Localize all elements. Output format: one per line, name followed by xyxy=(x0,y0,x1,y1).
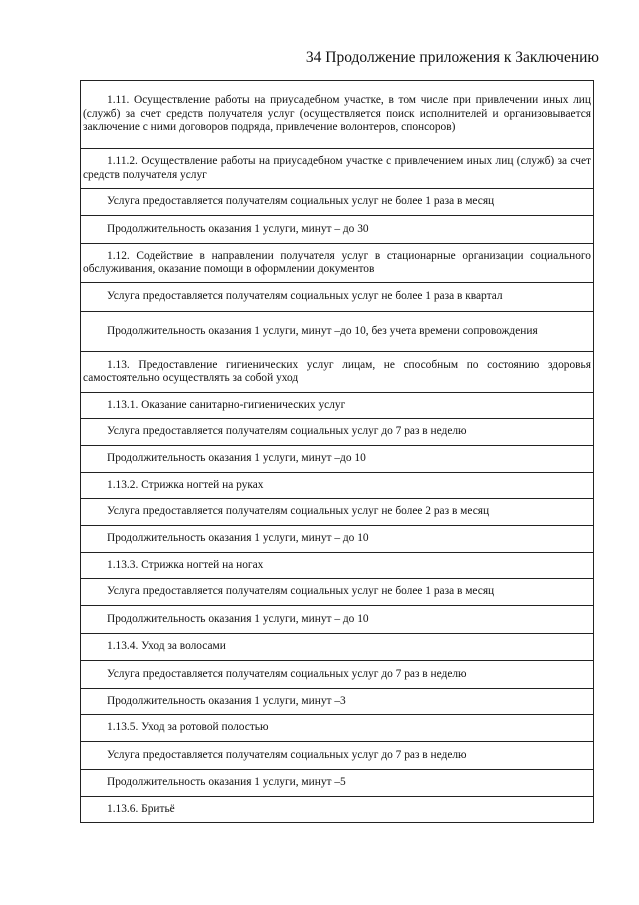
table-row xyxy=(81,715,594,742)
table-row xyxy=(81,526,594,553)
table-row xyxy=(81,797,594,823)
table-row xyxy=(81,553,594,579)
table-row xyxy=(81,661,594,689)
table-cell: 1.13. Предоставление гигиенических услуг лицам, не способным по состоянию здоровья самостоятельно осуществлять за собой уход xyxy=(81,352,594,393)
table-row xyxy=(81,81,594,149)
table-row xyxy=(81,579,594,606)
table-cell: 1.13.4. Уход за волосами xyxy=(81,634,594,661)
table-cell: Услуга предоставляется получателям социальных услуг не более 2 раз в месяц xyxy=(81,499,594,526)
table-cell: Продолжительность оказания 1 услуги, минут –до 10 xyxy=(81,446,594,473)
table-cell: Продолжительность оказания 1 услуги, минут –до 10, без учета времени сопровождения xyxy=(81,312,594,352)
table-cell: Услуга предоставляется получателям социальных услуг не более 1 раза в месяц xyxy=(81,579,594,606)
table-cell: 1.11. Осуществление работы на приусадебном участке, в том числе при привлечении иных лиц (служб) за счет средств получателя услуг (осуществляется поиск исполнителей и организовывается заключение с ними договоров подряда, привлечение волонтеров, спонсоров) xyxy=(81,81,594,149)
table-cell: Продолжительность оказания 1 услуги, минут – до 30 xyxy=(81,216,594,244)
table-row xyxy=(81,606,594,634)
table-row xyxy=(81,634,594,661)
table-cell: Продолжительность оказания 1 услуги, минут – до 10 xyxy=(81,606,594,634)
table-cell: 1.13.1. Оказание санитарно-гигиенических услуг xyxy=(81,393,594,419)
table-row xyxy=(81,393,594,419)
table-row xyxy=(81,770,594,797)
table-cell: 1.11.2. Осуществление работы на приусадебном участке с привлечением иных лиц (служб) за счет средств получателя услуг xyxy=(81,149,594,189)
table-row xyxy=(81,352,594,393)
table-cell: Продолжительность оказания 1 услуги, минут –5 xyxy=(81,770,594,797)
table-cell: Продолжительность оказания 1 услуги, минут – до 10 xyxy=(81,526,594,553)
table-cell: 1.13.3. Стрижка ногтей на ногах xyxy=(81,553,594,579)
table-cell: Услуга предоставляется получателям социальных услуг не более 1 раза в месяц xyxy=(81,189,594,216)
table-row xyxy=(81,189,594,216)
table-cell: 1.13.2. Стрижка ногтей на руках xyxy=(81,473,594,499)
table-row xyxy=(81,283,594,312)
table-cell: 1.12. Содействие в направлении получателя услуг в стационарные организации социального обслуживания, оказание помощи в оформлении документов xyxy=(81,244,594,283)
table-row xyxy=(81,499,594,526)
table-row xyxy=(81,473,594,499)
table-cell: 1.13.6. Бритьё xyxy=(81,797,594,823)
table-row xyxy=(81,312,594,352)
table-cell: Услуга предоставляется получателям социальных услуг до 7 раз в неделю xyxy=(81,742,594,770)
table-row xyxy=(81,216,594,244)
services-table xyxy=(80,80,594,823)
table-cell: 1.13.5. Уход за ротовой полостью xyxy=(81,715,594,742)
table-row xyxy=(81,689,594,715)
table-row xyxy=(81,742,594,770)
table-cell: Продолжительность оказания 1 услуги, минут –3 xyxy=(81,689,594,715)
table-row xyxy=(81,419,594,446)
page-header: 34 Продолжение приложения к Заключению xyxy=(305,49,599,66)
table-row xyxy=(81,149,594,189)
table-row xyxy=(81,244,594,283)
table-cell: Услуга предоставляется получателям социальных услуг не более 1 раза в квартал xyxy=(81,283,594,312)
table-cell: Услуга предоставляется получателям социальных услуг до 7 раз в неделю xyxy=(81,419,594,446)
table-row xyxy=(81,446,594,473)
table-cell: Услуга предоставляется получателям социальных услуг до 7 раз в неделю xyxy=(81,661,594,689)
